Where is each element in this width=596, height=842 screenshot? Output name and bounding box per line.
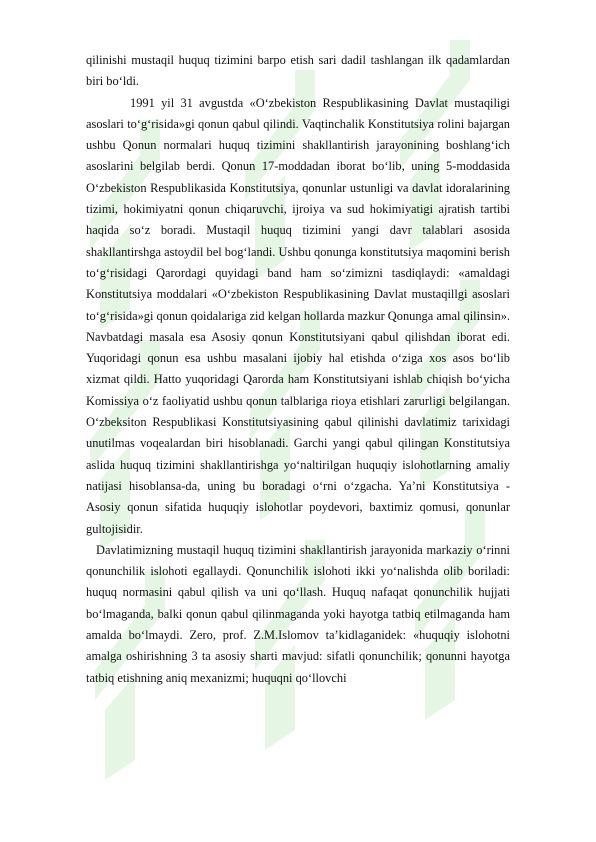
paragraph-continuation: qilinishi mustaqil huquq tizimini barpo etish sari dadil tashlangan ilk qadamlardan biri bo‘ldi. xyxy=(86,53,510,89)
paragraph-constitution-law: 1991 yil 31 avgustda «O‘zbekiston Respublikasining Davlat mustaqiligi asoslari to‘g‘risida»gi qonun qabul qilindi. Vaqtinchalik Konstitutsiya rolini bajargan ushbu Qonun normalari huquq tizimini shakllantirish jarayonining boshlang‘ich asoslarini belgilab berdi. Qonun 17-moddadan iborat bo‘lib, uning 5-moddasida O‘zbekiston Respublikasida Konstitutsiya, qonunlar ustunligi va davlat idoralarining tizimi, hokimiyatni qonun chiqaruvchi, ijroiya va sud hokimiyatigi ajratish tartibi haqida so‘z boradi. Mustaqil huquq tizimini yangi davr talablari asosida shakllantirshga astoydil bel bog‘landi. Ushbu qonunga konstitutsiya maqomini berish to‘g‘risidagi Qarordagi quyidagi band ham so‘zimizni tasdiqlaydi: «amaldagi Konstitutsiya moddalari «O‘zbekiston Respublikasining Davlat mustaqillgi asoslari to‘g‘risida»gi qonun qoidalariga zid kelgan hollarda mazkur Qonunga amal qilinsin». Navbatdagi masala esa Asosiy qonun Konstitutsiyani qabul qilishdan iborat edi. Yuqoridagi qonun esa ushbu masalani ijobiy hal etishda o‘ziga xos asos bo‘lib xizmat qildi. Hatto yuqoridagi Qarorda ham Konstitutsiyani ishlab chiqish bo‘yicha Komissiya o‘z faoliyatid ushbu qonun talblariga rioya etishlari zarurligi belgilangan. O‘zbeksiton Respublikasi Konstitutsiyasining qabul qilinishi davlatimiz tarixidagi unutilmas voqealardan biri hisoblanadi. Garchi yangi qabul qilingan Konstitutsiya aslida huquq tizimini shakllantirishga yo‘naltirilgan huquqiy islohotlarning amaliy natijasi hisoblansa-da, uning bu boradagi o‘rni o‘zgacha. Ya’ni Konstitutsiya - Asosiy qonun sifatida huquqiy islohotlar poydevori, baxtimiz qomusi, qonunlar gultojisidir. xyxy=(86,95,510,536)
paragraph-legislative-reform: Davlatimizning mustaqil huquq tizimini shakllantirish jarayonida markaziy o‘rinni qonunchilik islohoti egallaydi. Qonunchilik islohoti ikki yo‘nalishda olib boriladi: huquq normasini qabul qilish va uni qo‘llash. Huquq nafaqat qonunchilik hujjati bo‘lmaganda, balki qonun qabul qilinmaganda yoki hayotga tatbiq etilmaganda ham amalda bo‘lmaydi. Zero, prof. Z.M.Islomov ta’kidlaganidek: «huquqiy islohotni amalga oshirishning 3 ta asosiy sharti mavjud: sifatli qonunchilik; qonunni hayotga tatbiq etishning aniq mexanizmi; huquqni qo‘llovchi xyxy=(86,542,510,685)
document-body xyxy=(86,50,510,689)
